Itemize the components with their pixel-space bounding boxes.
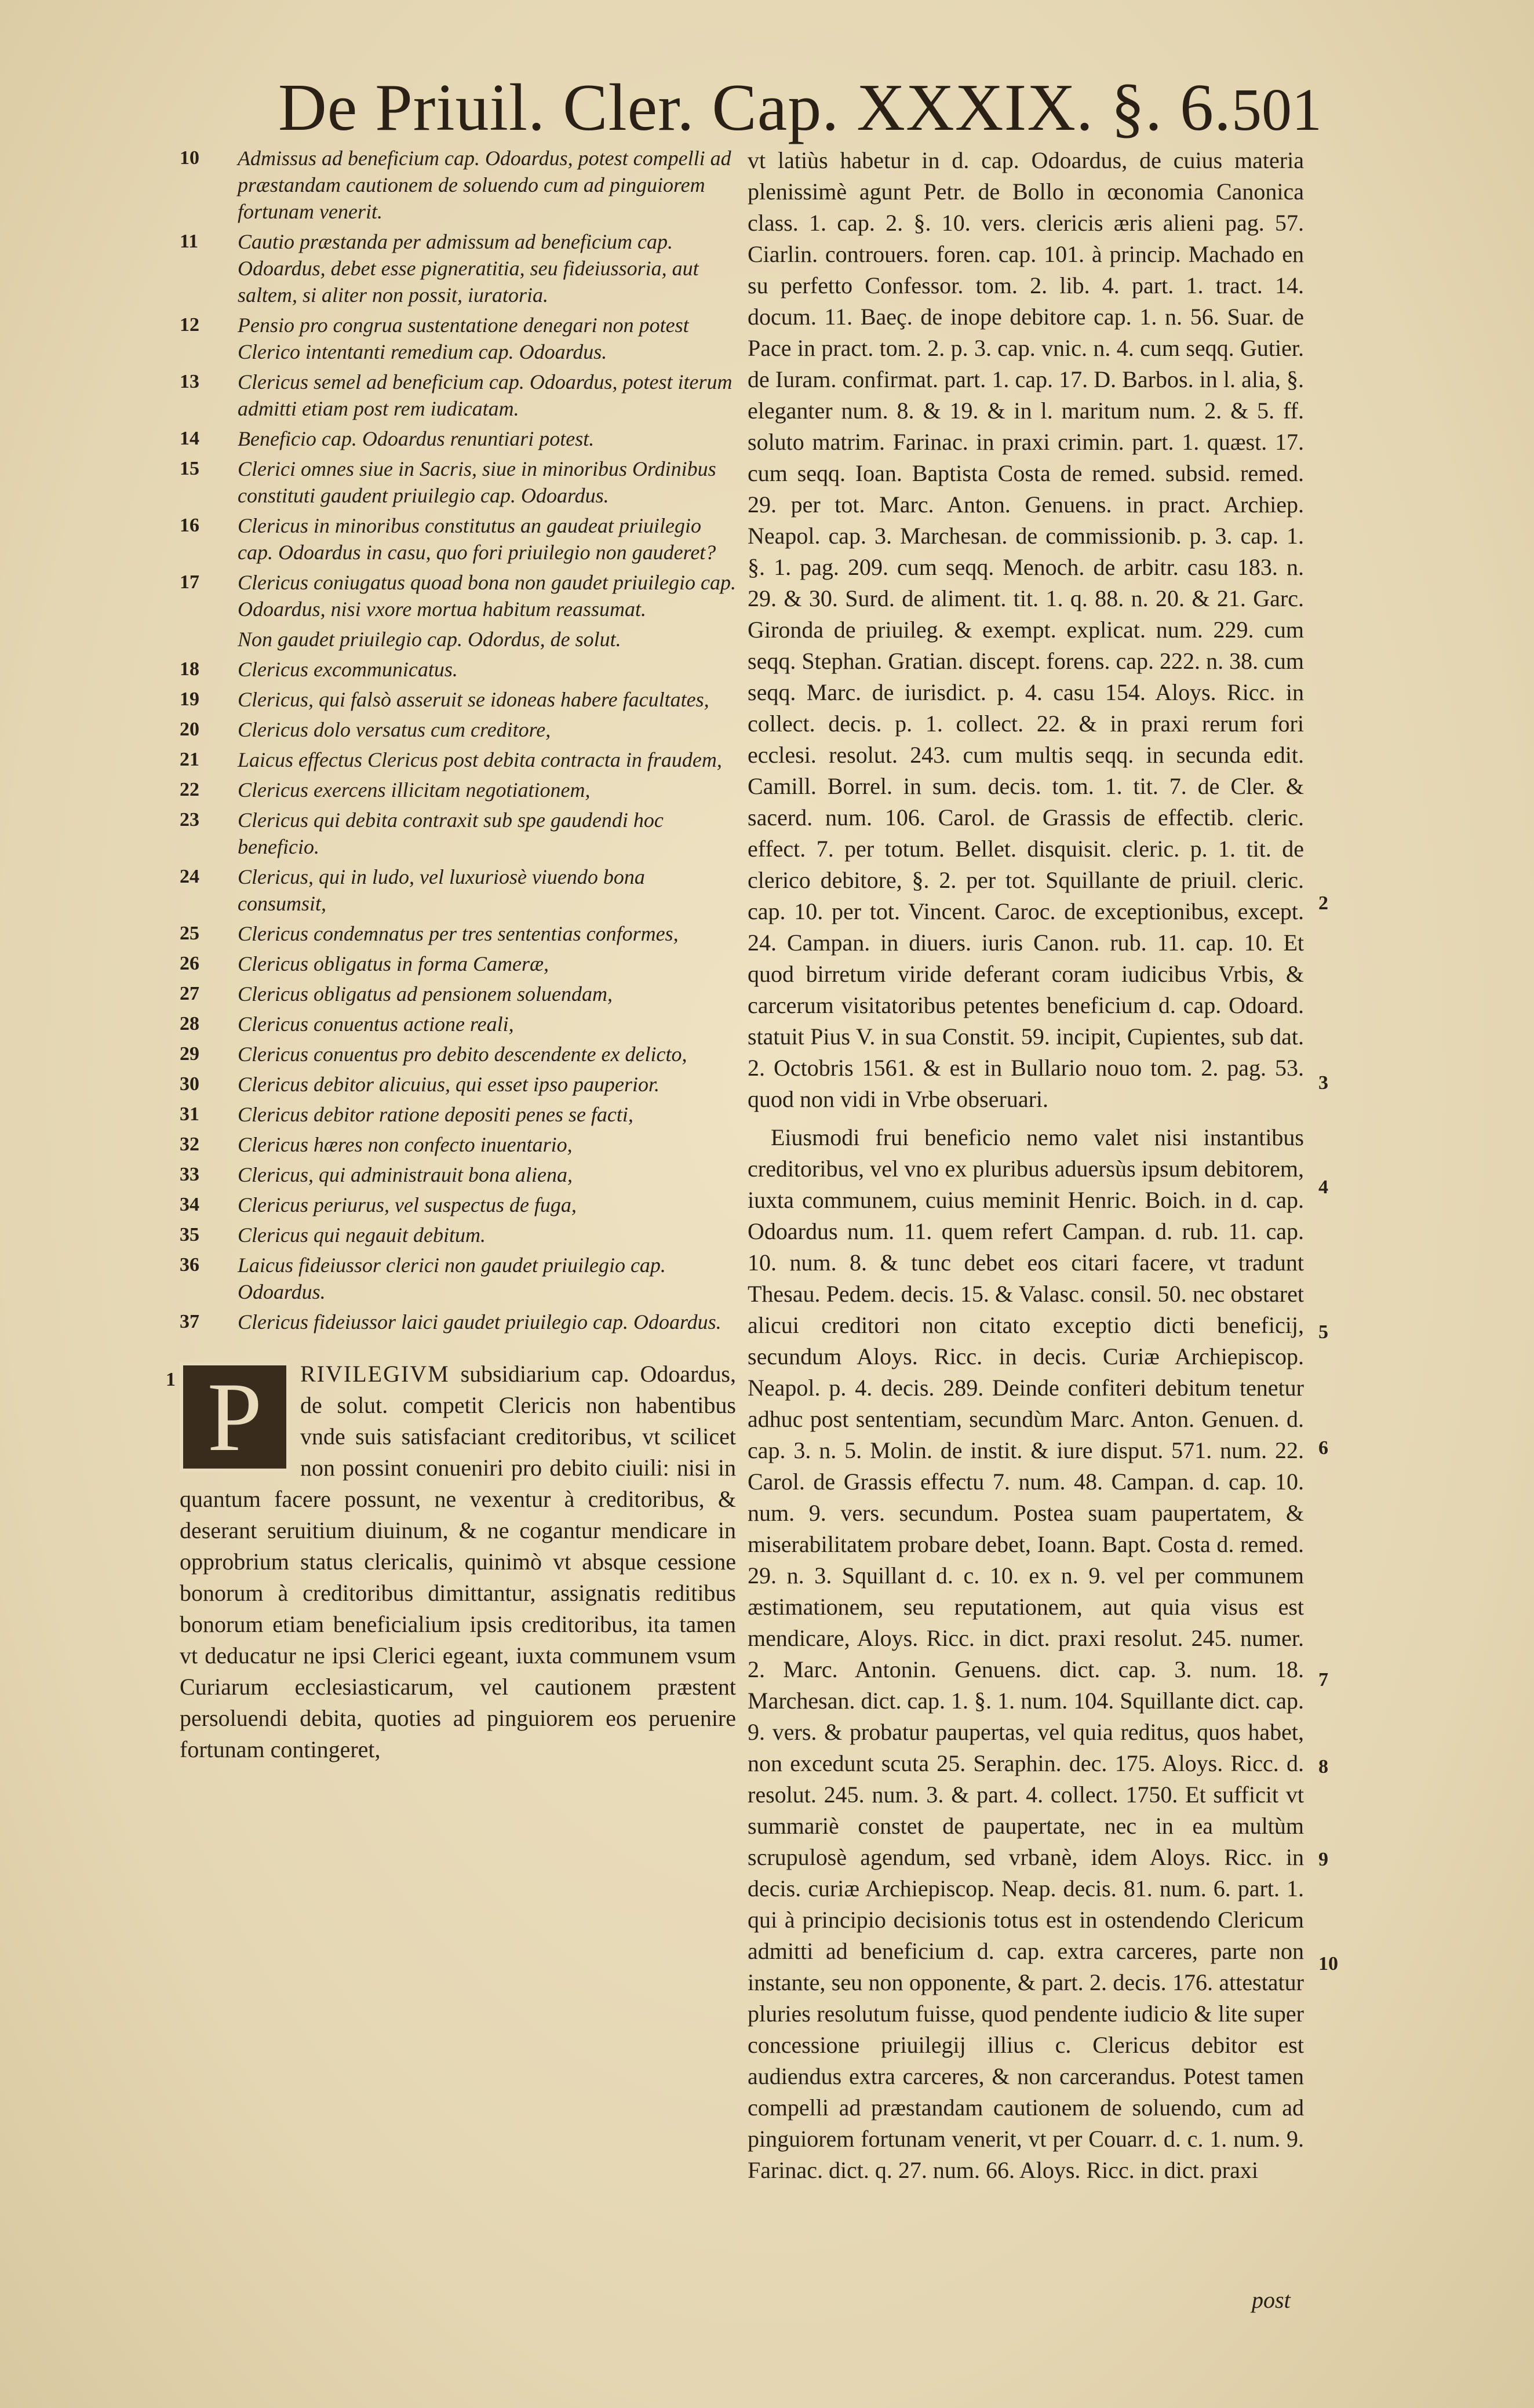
summary-text: Pensio pro congrua sustentatione denegari non potest Clerico intentanti remedium cap. Odoardus.	[238, 314, 689, 363]
summary-text: Clericus debitor ratione depositi penes se facti,	[238, 1103, 633, 1126]
summary-number: 22	[180, 779, 199, 800]
summary-text: Beneficio cap. Odoardus renuntiari potest.	[238, 427, 595, 450]
margin-number: 5	[1318, 1321, 1328, 1343]
summary-item	[180, 425, 736, 452]
summary-list	[180, 145, 736, 1335]
right-column	[748, 145, 1304, 2193]
summary-item	[180, 746, 736, 773]
summary-text: Clericus, qui administrauit bona aliena,	[238, 1163, 573, 1186]
left-column	[166, 145, 736, 1765]
summary-number: 30	[180, 1073, 199, 1095]
summary-item	[180, 626, 736, 653]
summary-item	[180, 864, 736, 917]
summary-number: 32	[180, 1134, 199, 1155]
summary-text: Clerici omnes siue in Sacris, siue in minoribus Ordinibus constituti gaudent priuilegio cap. Odoardus.	[238, 457, 716, 507]
page-header	[278, 70, 1322, 156]
commentary-text: subsidiarium cap. Odoardus, de solut. competit Clericis non habentibus vnde suis satisfaciant creditoribus, vt scilicet non possint conueniri pro debito ciuili: nisi in quantum facere possunt, ne vexentur à creditoribus, & deserant seruitium diuinum, & ne cogantur mendicare in opprobrium status clericalis, quinimò vt absque cessione bonorum à creditoribus dimittantur, assignatis reditibus bonorum etiam beneficialium ipsis creditoribus, ita tamen vt deducatur ne ipsi Clerici egeant, iuxta communem vsum Curiarum ecclesiasticarum, vel cautionem præstent persoluendi debita, quoties ad pinguiorem eos peruenire fortunam contingeret,	[180, 1361, 736, 1762]
summary-text: Clericus coniugatus quoad bona non gaudet priuilegio cap. Odoardus, nisi vxore mortua habitum reassumat.	[238, 571, 736, 621]
summary-number: 19	[180, 688, 199, 710]
summary-text: Clericus, qui falsò asseruit se idoneas habere facultates,	[238, 688, 709, 711]
summary-number: 13	[180, 371, 199, 392]
margin-number: 8	[1318, 1756, 1328, 1777]
paragraph: Eiusmodi frui beneficio nemo valet nisi instantibus creditoribus, vel vno ex pluribus aduersùs ipsum debitorem, iuxta communem, cuius meminit Henric. Boich. in d. cap. Odoardus num. 11. quem refert Campan. d. rub. 11. cap. 10. num. 8. & tunc debet eos citari facere, vt tradunt Thesau. Pedem. decis. 15. & Valasc. consil. 50. nec obstaret alicui creditori non citato exceptio dicti beneficij, secundum Aloys. Ricc. in decis. Curiæ Archiepiscop. Neapol. p. 4. decis. 289. Deinde confiteri debitum tenetur adhuc post sententiam, secundùm Marc. Anton. Genuen. d. cap. 3. n. 5. Molin. de instit. & iure disput. 571. num. 22. Carol. de Grassis effectu 7. num. 48. Campan. d. cap. 10. num. 9. vers. secundum. Postea suam paupertatem, & miserabilitatem probare debet, Ioann. Bapt. Costa d. remed. 29. n. 3. Squillant d. c. 10. ex n. 9. vel per communem æstimationem, seu reputationem, aut quia visus est mendicare, Aloys. Ricc. in dict. praxi resolut. 245. numer. 2. Marc. Antonin. Genuens. dict. cap. 3. num. 18. Marchesan. dict. cap. 1. §. 1. num. 104. Squillante dict. cap. 9. vers. & probatur paupertas, vel quia reditus, quos habet, non excedunt scuta 25. Seraphin. dec. 175. Aloys. Ricc. d. resolut. 245. num. 3. & part. 4. collect. 1750. Et sufficit vt summariè constet de paupertate, nec in ea multùm scrupulosè agendum, sed vrbanè, idem Aloys. Ricc. in decis. curiæ Archiepiscop. Neap. decis. 81. num. 6. part. 1. qui à principio decisionis totus est in ostendendo Clericum admitti ad beneficium d. cap. extra carceres, parte non instante, seu non opponente, & part. 2. decis. 176. attestatur pluries resolutum fuisse, quod pendente iudicio & lite super concessione priuilegij illius c. Clericus debitor est audiendus extra carceres, & non carcerandus. Potest tamen compelli ad præstandam cautionem de soluendo, cum ad pinguiorem fortunam venerit, vt per Couarr. d. c. 1. num. 9. Farinac. dict. q. 27. num. 66. Aloys. Ricc. in dict. praxi	[748, 1124, 1304, 2183]
summary-number: 25	[180, 923, 199, 944]
summary-number: 21	[180, 749, 199, 770]
summary-text: Laicus effectus Clericus post debita contracta in fraudem,	[238, 748, 722, 771]
summary-number: 16	[180, 515, 199, 536]
paragraph: vt latiùs habetur in d. cap. Odoardus, de cuius materia plenissimè agunt Petr. de Bollo in œconomia Canonica class. 1. cap. 2. §. 10. vers. clericis æris alieni pag. 57. Ciarlin. controuers. foren. cap. 101. à princip. Machado en su perfetto Confessor. tom. 2. lib. 4. part. 1. tract. 14. docum. 11. Baeç. de inope debitore cap. 1. n. 56. Suar. de Pace in pract. tom. 2. p. 3. cap. vnic. n. 4. cum seqq. Gutier. de Iuram. confirmat. part. 1. cap. 17. D. Barbos. in l. alia, §. eleganter num. 8. & 19. & in l. maritum num. 2. & 5. ff. soluto matrim. Farinac. in praxi crimin. part. 1. quæst. 17. cum seqq. Ioan. Baptista Costa de remed. subsid. remed. 29. per tot. Marc. Anton. Genuens. in pract. Archiep. Neapol. cap. 3. Marchesan. de commissionib. p. 3. cap. 1. §. 1. pag. 209. cum seqq. Menoch. de arbitr. casu 183. n. 29. & 30. Surd. de aliment. tit. 1. q. 88. n. 20. & 21. Garc. Gironda de priuileg. & exempt. explicat. num. 229. cum seqq. Stephan. Gratian. discept. forens. cap. 222. n. 38. cum seqq. Marc. de iurisdict. p. 4. casu 154. Aloys. Ricc. in collect. decis. p. 1. collect. 22. & in praxi rerum fori ecclesi. resolut. 243. cum multis seqq. in secunda edit. Camill. Borrel. in sum. decis. tom. 1. tit. 7. de Cler. & sacerd. num. 106. Carol. de Grassis de effectib. cleric. effect. 7. per totum. Bellet. disquisit. cleric. p. 1. tit. de clerico debitore, §. 2. per tot. Squillante de priuil. cleric. cap. 10. per tot. Vincent. Caroc. de exceptionibus, except. 24. Campan. in diuers. iuris Canon. rub. 11. cap. 10. Et quod birretum viride deferant coram iudicibus Vrbis, & carcerum visitatoribus petentes beneficium d. cap. Odoard. statuit Pius V. in sua Constit. 59. incipit, Cupientes, sub dat. 2. Octobris 1561. & est in Bullario nouo tom. 2. pag. 53. quod non vidi in Vrbe obseruari.	[748, 147, 1304, 1112]
summary-text: Clericus qui negauit debitum.	[238, 1223, 486, 1247]
summary-number: 34	[180, 1194, 199, 1215]
summary-item	[180, 1222, 736, 1248]
summary-item	[180, 920, 736, 947]
summary-text: Clericus conuentus pro debito descendente ex delicto,	[238, 1043, 687, 1066]
summary-text: Cautio præstanda per admissum ad beneficium cap. Odoardus, debet esse pigneratitia, seu fideiussoria, aut saltem, si aliter non possit, iuratoria.	[238, 230, 699, 307]
summary-text: Clericus hæres non confecto inuentario,	[238, 1133, 573, 1156]
summary-text: Clericus, qui in ludo, vel luxuriosè viuendo bona consumsit,	[238, 865, 645, 915]
summary-text: Clericus conuentus actione reali,	[238, 1012, 514, 1036]
summary-number: 18	[180, 658, 199, 680]
margin-number: 7	[1318, 1669, 1328, 1691]
summary-item	[180, 777, 736, 803]
summary-text: Admissus ad beneficium cap. Odoardus, potest compelli ad præstandam cautionem de soluendo cum ad pinguiorem fortunam venerit.	[238, 147, 731, 223]
summary-number: 37	[180, 1311, 199, 1332]
summary-item	[180, 1161, 736, 1188]
summary-number: 11	[180, 231, 199, 252]
summary-item	[180, 1192, 736, 1218]
summary-item	[180, 981, 736, 1007]
summary-text: Clericus periurus, vel suspectus de fuga,	[238, 1193, 577, 1216]
drop-cap: P	[180, 1362, 290, 1472]
summary-item	[180, 312, 736, 365]
summary-item	[180, 569, 736, 622]
summary-item	[180, 950, 736, 977]
running-head: De Priuil. Cler. Cap. XXXIX. §. 6.	[278, 71, 1231, 145]
summary-number: 14	[180, 428, 199, 449]
summary-number: 31	[180, 1103, 199, 1125]
summary-number: 20	[180, 719, 199, 740]
summary-text: Clericus obligatus ad pensionem soluendam,	[238, 982, 613, 1006]
lead-word: RIVILEGIVM	[300, 1361, 450, 1387]
summary-item	[180, 1252, 736, 1305]
summary-text: Clericus obligatus in forma Cameræ,	[238, 952, 549, 975]
summary-text: Non gaudet priuilegio cap. Odordus, de solut.	[238, 628, 621, 651]
summary-item	[180, 369, 736, 422]
summary-item	[180, 456, 736, 509]
summary-item	[180, 228, 736, 308]
summary-number: 24	[180, 866, 199, 887]
summary-number: 17	[180, 571, 199, 593]
summary-text: Clericus exercens illicitam negotiationem,	[238, 778, 591, 802]
right-text	[748, 145, 1304, 2186]
summary-number: 15	[180, 458, 199, 479]
margin-number: 10	[1318, 1953, 1338, 1975]
summary-text: Clericus qui debita contraxit sub spe gaudendi hoc beneficio.	[238, 808, 664, 858]
summary-number: 26	[180, 953, 199, 974]
summary-text: Clericus condemnatus per tres sententias conformes,	[238, 922, 679, 945]
summary-item	[180, 1309, 736, 1335]
summary-item	[180, 1011, 736, 1037]
summary-item	[180, 686, 736, 713]
summary-item	[180, 145, 736, 225]
margin-number: 6	[1318, 1437, 1328, 1459]
summary-item	[180, 1041, 736, 1068]
summary-text: Clericus semel ad beneficium cap. Odoardus, potest iterum admitti etiam post rem iudicatam.	[238, 370, 733, 420]
summary-item	[180, 807, 736, 860]
catchword: post	[1252, 2287, 1291, 2313]
summary-item	[180, 1071, 736, 1098]
summary-number: 23	[180, 809, 199, 830]
summary-number: 10	[180, 147, 199, 169]
margin-number: 3	[1318, 1072, 1328, 1094]
summary-text: Clericus fideiussor laici gaudet priuilegio cap. Odoardus.	[238, 1310, 722, 1334]
summary-item	[180, 1131, 736, 1158]
summary-text: Clericus dolo versatus cum creditore,	[238, 718, 551, 741]
margin-number: 9	[1318, 1849, 1328, 1870]
margin-number: 4	[1318, 1176, 1328, 1198]
summary-item	[180, 656, 736, 683]
summary-number: 12	[180, 314, 199, 336]
page-number: 501	[1231, 76, 1322, 143]
summary-number: 29	[180, 1043, 199, 1065]
summary-text: Clericus excommunicatus.	[238, 658, 458, 681]
summary-text: Clericus in minoribus constitutus an gaudeat priuilegio cap. Odoardus in casu, quo fori priuilegio non gauderet?	[238, 514, 716, 564]
margin-number: 1	[166, 1369, 176, 1390]
summary-number: 27	[180, 983, 199, 1004]
summary-item	[180, 512, 736, 566]
summary-text: Clericus debitor alicuius, qui esset ipso pauperior.	[238, 1073, 659, 1096]
summary-number: 33	[180, 1164, 199, 1185]
commentary-body	[166, 1358, 736, 1765]
summary-item	[180, 1101, 736, 1128]
summary-number: 36	[180, 1254, 199, 1276]
summary-item	[180, 716, 736, 743]
margin-number: 2	[1318, 892, 1328, 914]
summary-number: 28	[180, 1013, 199, 1034]
summary-text: Laicus fideiussor clerici non gaudet priuilegio cap. Odoardus.	[238, 1254, 666, 1303]
summary-number: 35	[180, 1224, 199, 1245]
